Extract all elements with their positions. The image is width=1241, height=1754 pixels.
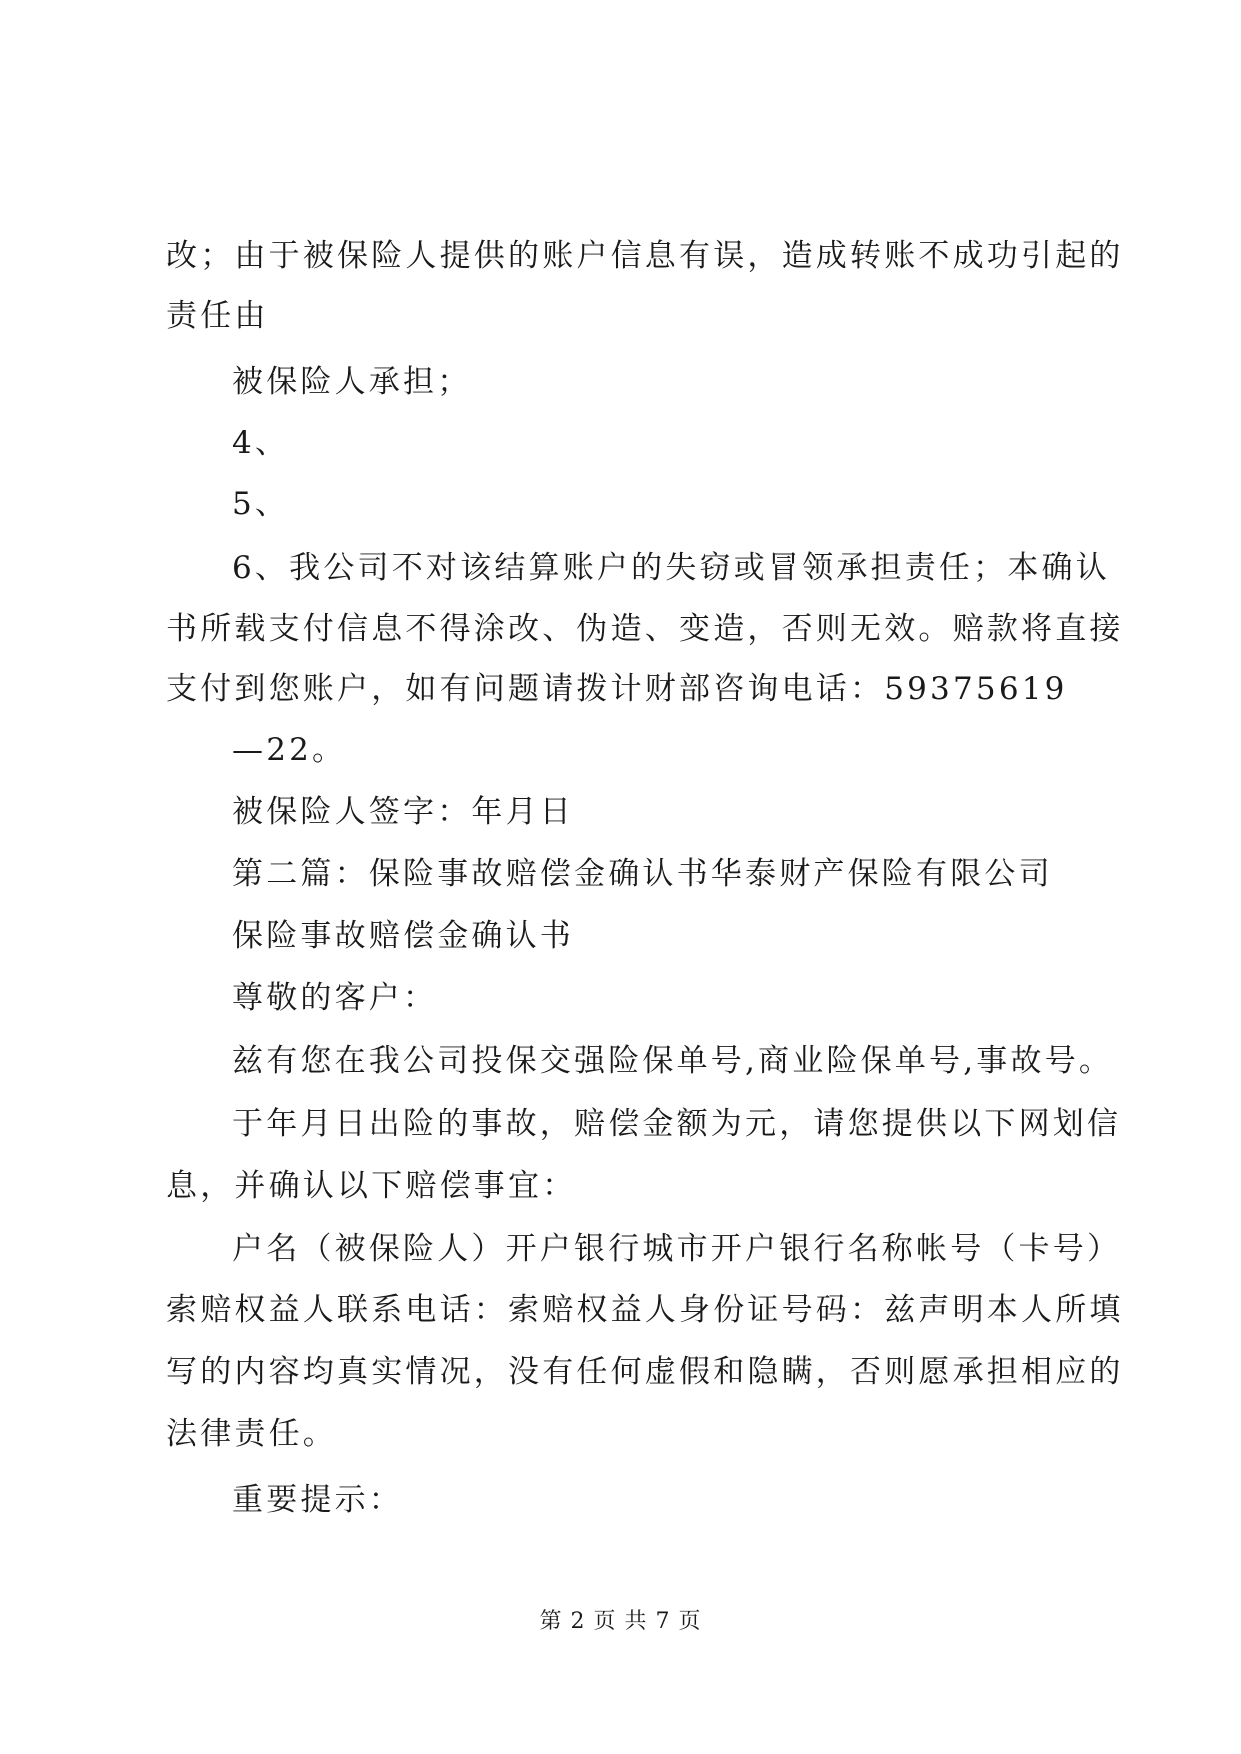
body-line: 书所载支付信息不得涂改、伪造、变造，否则无效。赔款将直接 [166, 611, 1124, 647]
body-line: 户名（被保险人）开户银行城市开户银行名称帐号（卡号） [232, 1231, 1122, 1267]
body-line: 兹有您在我公司投保交强险保单号,商业险保单号,事故号。 [232, 1043, 1114, 1079]
body-line: 支付到您账户，如有问题请拨计财部咨询电话：59375619 [166, 671, 1068, 707]
page-number-footer: 第 2 页 共 7 页 [539, 1609, 702, 1634]
body-line: 改；由于被保险人提供的账户信息有误，造成转账不成功引起的 [166, 238, 1124, 274]
body-line: 写的内容均真实情况，没有任何虚假和隐瞒，否则愿承担相应的 [166, 1354, 1124, 1390]
section-heading: 第二篇：保险事故赔偿金确认书华泰财产保险有限公司 [232, 856, 1053, 892]
list-item-6: 6、我公司不对该结算账户的失窃或冒领承担责任；本确认 [232, 550, 1110, 586]
body-line: —22。 [232, 732, 347, 768]
body-line: 法律责任。 [166, 1416, 337, 1452]
list-item-5: 5、 [232, 486, 290, 522]
document-title: 保险事故赔偿金确认书 [232, 918, 574, 954]
body-line: 于年月日出险的事故，赔偿金额为元，请您提供以下网划信 [232, 1106, 1122, 1142]
body-line: 索赔权益人联系电话：索赔权益人身份证号码：兹声明本人所填 [166, 1292, 1124, 1328]
important-notice-heading: 重要提示： [232, 1482, 403, 1518]
list-item-4: 4、 [232, 425, 290, 461]
signature-line: 被保险人签字：年月日 [232, 794, 574, 830]
body-line: 责任由 [166, 298, 269, 334]
body-line: 息，并确认以下赔偿事宜： [166, 1168, 577, 1204]
salutation: 尊敬的客户： [232, 980, 438, 1016]
body-line: 被保险人承担； [232, 364, 472, 400]
